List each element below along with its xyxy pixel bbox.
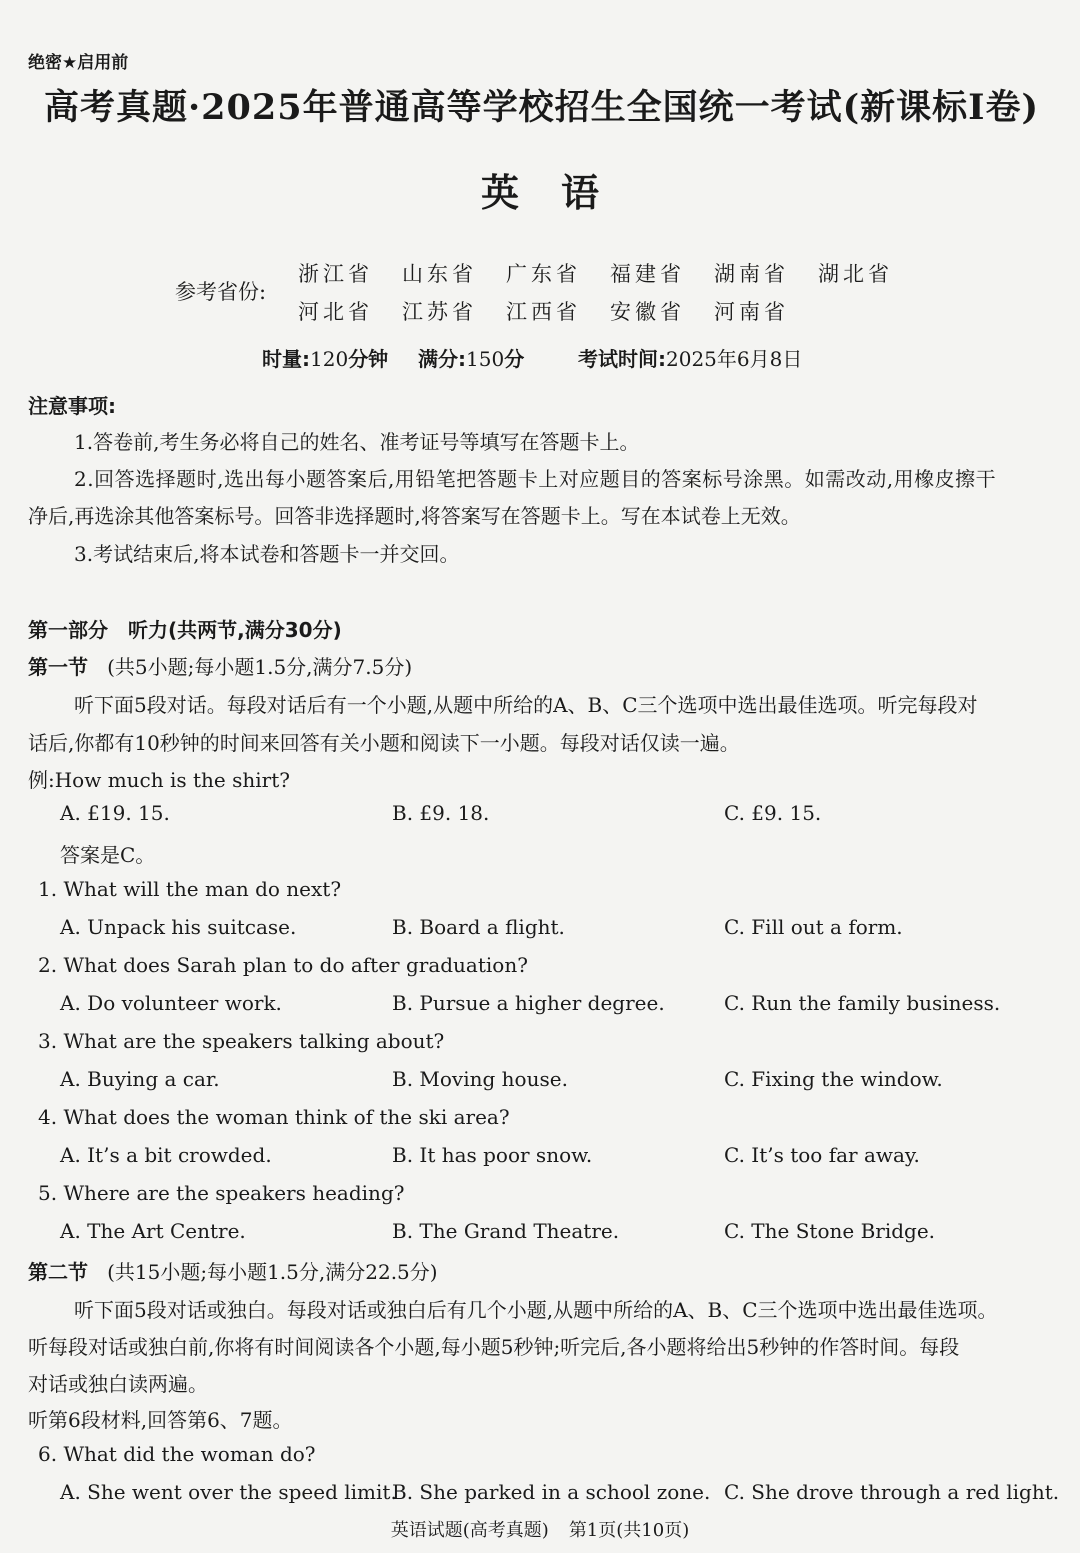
province-item: 河北省 — [298, 300, 373, 324]
province-item: 山东省 — [402, 262, 477, 286]
province-item: 安徽省 — [610, 300, 685, 324]
example-answer: 答案是C。 — [60, 843, 156, 867]
exam-title: 高考真题·2025年普通高等学校招生全国统一考试(新课标Ⅰ卷) — [44, 87, 1040, 128]
duration-unit: 分钟 — [348, 347, 389, 371]
section-info: (共5小题;每小题1.5分,满分7.5分) — [107, 655, 413, 679]
duration-value: 120 — [310, 347, 349, 371]
option-a: A. £19. 15. — [60, 801, 170, 825]
section-title: 第一节 — [28, 655, 88, 679]
section-intro: 话后,你都有10秒钟的时间来回答有关小题和阅读下一小题。每段对话仅读一遍。 — [28, 731, 740, 755]
province-item: 湖北省 — [818, 262, 893, 286]
section-info: (共15小题;每小题1.5分,满分22.5分) — [107, 1260, 438, 1284]
provinces-label: 参考省份: — [175, 280, 267, 304]
province-item: 广东省 — [506, 262, 581, 286]
exam-duration — [262, 343, 388, 372]
option-c: C. Run the family business. — [724, 991, 1001, 1015]
example-question: 例:How much is the shirt? — [28, 768, 290, 792]
province-item: 江苏省 — [402, 300, 477, 324]
notice-item: 净后,再选涂其他答案标号。回答非选择题时,将答案写在答题卡上。写在本试卷上无效。 — [28, 504, 801, 528]
duration-label: 时量: — [262, 347, 310, 371]
option-a: A. Buying a car. — [60, 1067, 220, 1091]
option-b: B. She parked in a school zone. — [392, 1480, 711, 1504]
option-c: C. It’s too far away. — [724, 1143, 920, 1167]
province-item: 福建省 — [610, 262, 685, 286]
province-item: 河南省 — [714, 300, 789, 324]
subject-char-2: 语 — [561, 170, 600, 215]
question: 3. What are the speakers talking about? — [38, 1029, 445, 1053]
section-intro: 对话或独白读两遍。 — [28, 1372, 208, 1396]
question: 2. What does Sarah plan to do after graduation? — [38, 953, 528, 977]
option-c: C. She drove through a red light. — [724, 1480, 1060, 1504]
option-a: A. The Art Centre. — [60, 1219, 246, 1243]
option-b: B. Moving house. — [392, 1067, 568, 1091]
subject-char-1: 英 — [480, 170, 519, 215]
notice-item: 1.答卷前,考生务必将自己的姓名、准考证号等填写在答题卡上。 — [74, 430, 640, 454]
section-intro: 听下面5段对话。每段对话后有一个小题,从题中所给的A、B、C三个选项中选出最佳选项。听完每段对 — [74, 693, 978, 717]
exam-date — [578, 343, 802, 372]
option-c: C. £9. 15. — [724, 801, 822, 825]
province-item: 浙江省 — [298, 262, 373, 286]
notice-item: 3.考试结束后,将本试卷和答题卡一并交回。 — [74, 542, 460, 566]
question: 6. What did the woman do? — [38, 1442, 316, 1466]
section-heading — [28, 651, 412, 680]
date-label: 考试时间: — [578, 347, 666, 371]
option-b: B. Board a flight. — [392, 915, 565, 939]
option-a: A. Unpack his suitcase. — [60, 915, 297, 939]
part-heading: 第一部分 听力(共两节,满分30分) — [28, 618, 342, 642]
notice-item: 2.回答选择题时,选出每小题答案后,用铅笔把答题卡上对应题目的答案标号涂黑。如需改动,用橡皮擦干 — [74, 467, 997, 491]
material-instruction: 听第6段材料,回答第6、7题。 — [28, 1408, 293, 1432]
option-b: B. Pursue a higher degree. — [392, 991, 665, 1015]
section-heading — [28, 1256, 438, 1285]
option-b: B. The Grand Theatre. — [392, 1219, 620, 1243]
option-b: B. £9. 18. — [392, 801, 490, 825]
option-b: B. It has poor snow. — [392, 1143, 593, 1167]
section-title: 第二节 — [28, 1260, 88, 1284]
exam-score — [418, 343, 524, 372]
question: 4. What does the woman think of the ski area? — [38, 1105, 510, 1129]
province-item: 江西省 — [506, 300, 581, 324]
score-value: 150 — [466, 347, 505, 371]
date-value: 2025年6月8日 — [666, 347, 803, 371]
confidential-mark: 绝密★启用前 — [28, 53, 129, 73]
question: 5. Where are the speakers heading? — [38, 1181, 405, 1205]
option-a: A. She went over the speed limit. — [60, 1480, 397, 1504]
province-item: 湖南省 — [714, 262, 789, 286]
subject-title — [0, 162, 1080, 217]
notice-heading: 注意事项: — [28, 394, 116, 418]
option-a: A. Do volunteer work. — [60, 991, 282, 1015]
option-c: C. The Stone Bridge. — [724, 1219, 936, 1243]
option-c: C. Fixing the window. — [724, 1067, 943, 1091]
score-unit: 分 — [504, 347, 525, 371]
footer-page-number: 第1页(共10页) — [568, 1520, 690, 1541]
option-c: C. Fill out a form. — [724, 915, 903, 939]
question: 1. What will the man do next? — [38, 877, 342, 901]
page-footer — [0, 1516, 1080, 1542]
score-label: 满分: — [418, 347, 466, 371]
footer-paper-name: 英语试题(高考真题) — [390, 1520, 549, 1541]
option-a: A. It’s a bit crowded. — [60, 1143, 272, 1167]
section-intro: 听下面5段对话或独白。每段对话或独白后有几个小题,从题中所给的A、B、C三个选项中选出最佳选项。 — [74, 1298, 998, 1322]
section-intro: 听每段对话或独白前,你将有时间阅读各个小题,每小题5秒钟;听完后,各小题将给出5秒钟的作答时间。每段 — [28, 1335, 960, 1359]
